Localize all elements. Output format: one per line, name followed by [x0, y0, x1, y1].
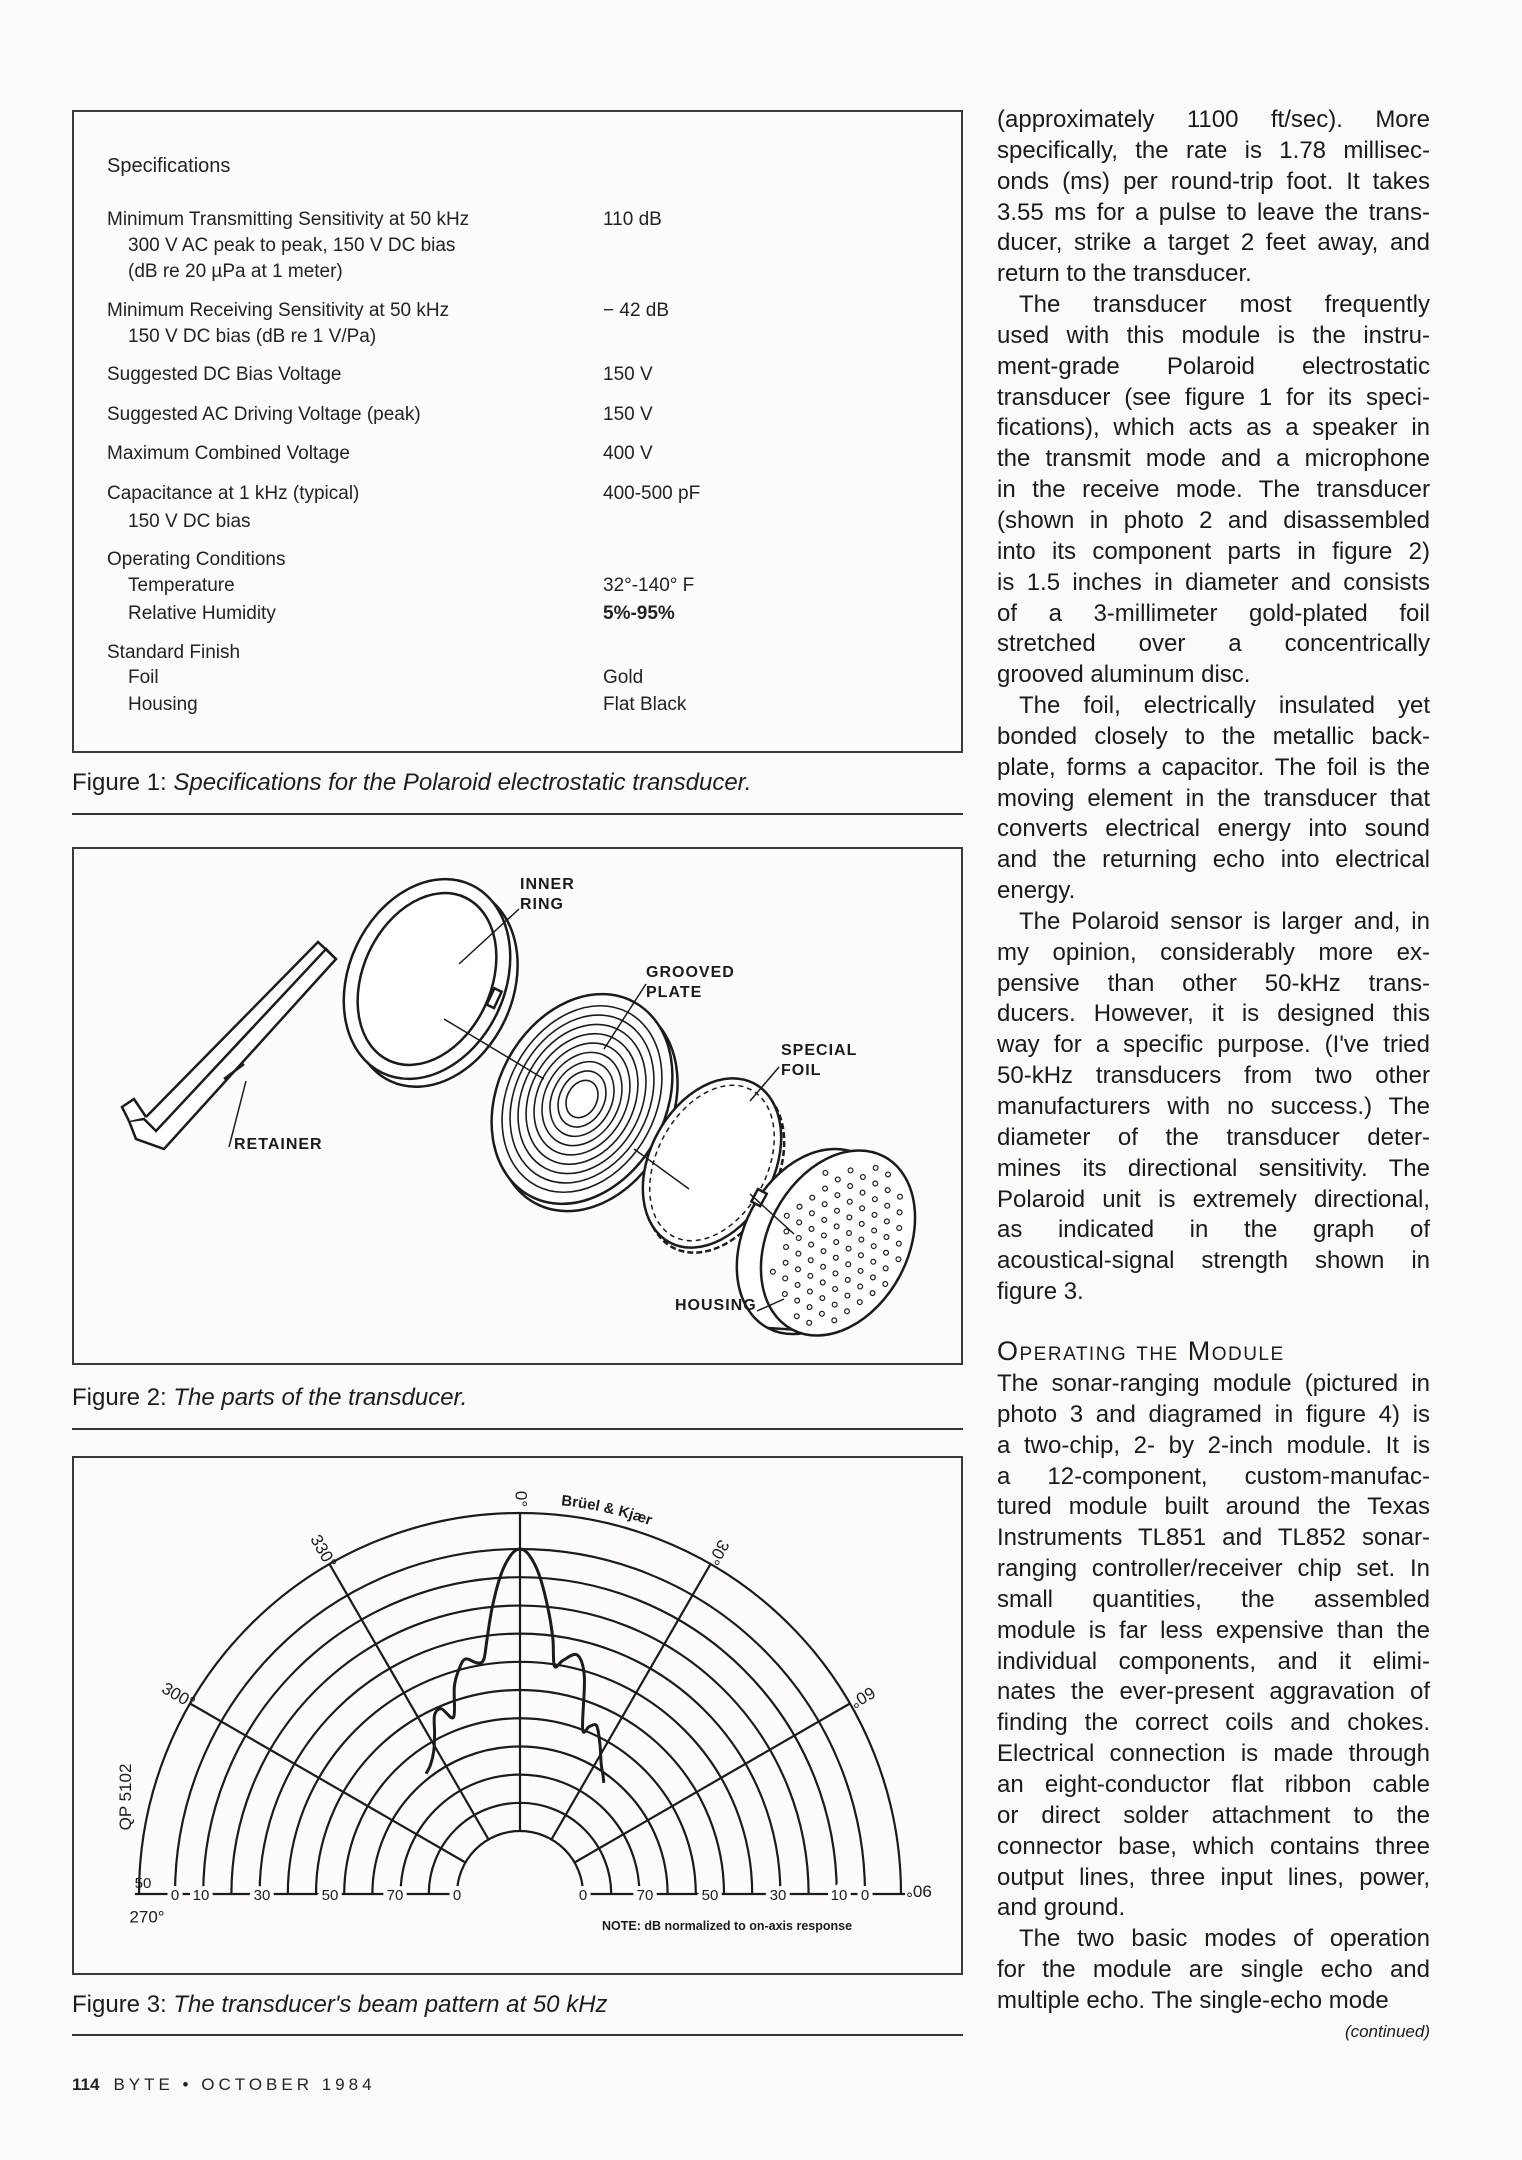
spec-label: Capacitance at 1 kHz (typical)	[107, 483, 360, 504]
text-line: my opinion, considerably more ex-	[997, 938, 1430, 966]
retainer-label: RETAINER	[234, 1136, 323, 1153]
text-line: is 1.5 inches in diameter and consists	[997, 568, 1430, 596]
housing-label: HOUSING	[675, 1297, 757, 1314]
spec-value: 150 V	[603, 364, 653, 385]
radial-tick-label: 30	[253, 1887, 271, 1904]
spec-label: Minimum Receiving Sensitivity at 50 kHz	[107, 300, 450, 321]
outer-ring-label: 50	[134, 1875, 152, 1892]
radial-tick-label: 0	[452, 1887, 462, 1904]
text-line: pensive than other 50-kHz trans-	[997, 969, 1430, 997]
chart-note: NOTE: dB normalized to on-axis response	[602, 1919, 853, 1933]
text-line: the transmit mode and a microphone	[997, 445, 1430, 473]
radial-tick-label: 70	[636, 1887, 654, 1904]
radial-tick-label: 50	[321, 1887, 339, 1904]
text-line: ducer, strike a target 2 feet away, and	[997, 229, 1430, 257]
spec-label: Suggested AC Driving Voltage (peak)	[107, 404, 421, 425]
polar-chart	[74, 1458, 961, 1973]
inner-ring-label: INNER	[520, 876, 575, 893]
brand-text: Brüel & Kjær	[560, 1492, 655, 1530]
radial-tick-label: 0	[170, 1887, 180, 1904]
caption-text: The transducer's beam pattern at 50 kHz	[173, 1991, 608, 2018]
text-line: output lines, three input lines, power,	[997, 1863, 1430, 1891]
text-line: bonded closely to the metallic back-	[997, 722, 1430, 750]
text-line: grooved aluminum disc.	[997, 661, 1251, 689]
spec-sublabel: (dB re 20 µPa at 1 meter)	[128, 261, 343, 282]
text-line: as indicated in the graph of	[997, 1216, 1430, 1244]
text-line: transducer (see figure 1 for its speci-	[997, 383, 1430, 411]
spec-sublabel: 150 V DC bias	[128, 511, 251, 532]
spec-value: Flat Black	[603, 694, 687, 715]
caption-rule	[72, 2034, 963, 2036]
chart-id-label: QP 5102	[115, 1763, 135, 1831]
spec-value: 5%-95%	[603, 603, 675, 624]
caption-text: The parts of the transducer.	[173, 1384, 468, 1411]
text-line: moving element in the transducer that	[997, 784, 1430, 812]
text-line: (approximately 1100 ft/sec). More	[997, 106, 1430, 133]
text-line: nates the ever-present aggravation of	[997, 1678, 1430, 1706]
spec-label: Standard Finish	[107, 642, 241, 663]
text-line: fications), which acts as a speaker in	[997, 414, 1430, 442]
continued-note: (continued)	[1344, 2021, 1430, 2041]
spec-sublabel: Housing	[128, 694, 198, 715]
text-line: ment-grade Polaroid electrostatic	[997, 352, 1430, 380]
spec-sublabel: Temperature	[128, 575, 235, 596]
radial-tick-label: 10	[192, 1887, 210, 1904]
article-text-bottom	[997, 1369, 1430, 2048]
spec-value: Gold	[603, 667, 644, 688]
text-line: 3.55 ms for a pulse to leave the trans-	[997, 198, 1430, 226]
figure-1-caption	[72, 768, 751, 798]
text-line: for the module are single echo and	[997, 1956, 1430, 1984]
text-line: a two-chip, 2- by 2-inch module. It is	[997, 1431, 1430, 1459]
angle-label: 330°	[306, 1531, 341, 1572]
spec-value: 110 dB	[603, 209, 662, 230]
text-line: ducers. However, it is designed this	[997, 1000, 1430, 1028]
exploded-view-drawing	[74, 849, 961, 1363]
text-line: and ground.	[997, 1894, 1126, 1922]
text-line: Electrical connection is made through	[997, 1740, 1430, 1768]
spec-value: 400-500 pF	[603, 483, 701, 504]
text-line: in the receive mode. The transducer	[997, 476, 1430, 504]
radial-tick-label: 10	[830, 1887, 848, 1904]
figure-1-specifications-table	[72, 110, 963, 753]
magazine-issue: BYTE • OCTOBER 1984	[113, 2075, 376, 2094]
angle-label: 60°	[846, 1682, 879, 1713]
text-line: (shown in photo 2 and disassembled	[997, 506, 1430, 534]
text-line: plate, forms a capacitor. The foil is the	[997, 753, 1430, 781]
special-foil-label: FOIL	[781, 1062, 822, 1079]
retainer-part	[122, 942, 336, 1149]
text-line: and the returning echo into electrical	[997, 846, 1430, 874]
grooved-plate-label: GROOVED	[646, 964, 735, 981]
spec-sublabel: Foil	[128, 667, 159, 688]
caption-rule	[72, 1428, 963, 1430]
text-line: finding the correct coils and chokes.	[997, 1709, 1430, 1737]
spec-label: Suggested DC Bias Voltage	[107, 364, 342, 385]
spec-label: Operating Conditions	[107, 549, 286, 570]
spec-sublabel: 150 V DC bias (dB re 1 V/Pa)	[128, 326, 377, 347]
article-text-top	[997, 105, 1430, 1308]
spec-title: Specifications	[107, 155, 231, 177]
spec-value: 32°-140° F	[603, 575, 695, 596]
caption-rule	[72, 813, 963, 815]
text-line: small quantities, the assembled	[997, 1585, 1430, 1613]
text-line: used with this module is the instru-	[997, 321, 1430, 349]
radial-tick-label: 0	[578, 1887, 588, 1904]
text-line: The Polaroid sensor is larger and, in	[1019, 907, 1430, 935]
caption-label: Figure 1:	[72, 769, 167, 796]
text-line: photo 3 and diagramed in figure 4) is	[997, 1400, 1430, 1428]
angle-label: 300°	[158, 1678, 199, 1713]
caption-label: Figure 2:	[72, 1384, 167, 1411]
text-line: connector base, which contains three	[997, 1832, 1430, 1860]
inner-ring-label: RING	[520, 896, 564, 913]
spec-label: Maximum Combined Voltage	[107, 443, 350, 464]
text-line: specifically, the rate is 1.78 millisec-	[997, 136, 1430, 164]
figure-3-beam-pattern-chart	[72, 1456, 963, 1975]
caption-text: Specifications for the Polaroid electrostatic transducer.	[173, 769, 752, 796]
text-line: multiple echo. The single-echo mode	[997, 1986, 1389, 2014]
text-line: or direct solder attachment to the	[997, 1801, 1430, 1829]
radial-tick-label: 50	[701, 1887, 719, 1904]
spec-value: 150 V	[603, 404, 653, 425]
text-line: The foil, electrically insulated yet	[1019, 692, 1430, 720]
text-line: into its component parts in figure 2)	[997, 537, 1430, 565]
figure-3-caption	[72, 1990, 608, 2020]
special-foil-label: SPECIAL	[781, 1042, 858, 1059]
radial-tick-label: 70	[386, 1887, 404, 1904]
grid-arc	[457, 1831, 583, 1894]
text-line: The transducer most frequently	[1019, 291, 1430, 319]
text-line: way for a specific purpose. (I've tried	[997, 1031, 1430, 1059]
angle-label: 270°	[129, 1907, 165, 1927]
angle-label: 0°	[511, 1490, 531, 1508]
figure-2-transducer-parts-diagram	[72, 847, 963, 1365]
text-line: 50-kHz transducers from two other	[997, 1062, 1430, 1090]
text-line: diameter of the transducer deter-	[997, 1123, 1430, 1151]
page-footer	[72, 2073, 376, 2097]
angle-label: 90°	[906, 1881, 932, 1901]
spec-sublabel: Relative Humidity	[128, 603, 276, 624]
text-line: acoustical-signal strength shown in	[997, 1247, 1430, 1275]
spec-sublabel: 300 V AC peak to peak, 150 V DC bias	[128, 235, 456, 256]
text-line: return to the transducer.	[997, 260, 1252, 288]
text-line: onds (ms) per round-trip foot. It takes	[997, 167, 1430, 195]
text-line: stretched over a concentrically	[997, 630, 1430, 658]
text-line: manufacturers with no success.) The	[997, 1093, 1430, 1120]
spec-value: 400 V	[603, 443, 653, 464]
text-line: an eight-conductor flat ribbon cable	[997, 1770, 1430, 1798]
spec-value: − 42 dB	[603, 300, 670, 321]
radial-tick-label: 30	[769, 1887, 787, 1904]
caption-label: Figure 3:	[72, 1991, 167, 2018]
text-line: Polaroid unit is extremely directional,	[997, 1185, 1430, 1213]
page-number: 114	[72, 2075, 100, 2094]
angle-label: 30°	[703, 1536, 734, 1569]
text-line: Instruments TL851 and TL852 sonar-	[997, 1524, 1430, 1552]
grooved-plate-label: PLATE	[646, 984, 703, 1001]
spec-label: Minimum Transmitting Sensitivity at 50 kHz	[107, 209, 470, 230]
text-line: mines its directional sensitivity. The	[997, 1154, 1430, 1182]
text-line: tured module built around the Texas	[997, 1493, 1430, 1521]
section-heading: Operating the Module	[997, 1336, 1285, 1366]
text-line: individual components, and it elimi-	[997, 1647, 1430, 1675]
figure-2-caption	[72, 1383, 467, 1413]
text-line: energy.	[997, 877, 1076, 905]
text-line: converts electrical energy into sound	[997, 815, 1430, 843]
text-line: The two basic modes of operation	[1019, 1925, 1430, 1953]
text-line: ranging controller/receiver chip set. In	[997, 1555, 1430, 1583]
text-line: module is far less expensive than the	[997, 1616, 1430, 1644]
text-line: of a 3-millimeter gold-plated foil	[997, 599, 1430, 627]
text-line: a 12-component, custom-manufac-	[997, 1462, 1430, 1490]
text-line: figure 3.	[997, 1278, 1084, 1306]
radial-tick-label: 0	[860, 1887, 870, 1904]
text-line: The sonar-ranging module (pictured in	[997, 1370, 1430, 1397]
